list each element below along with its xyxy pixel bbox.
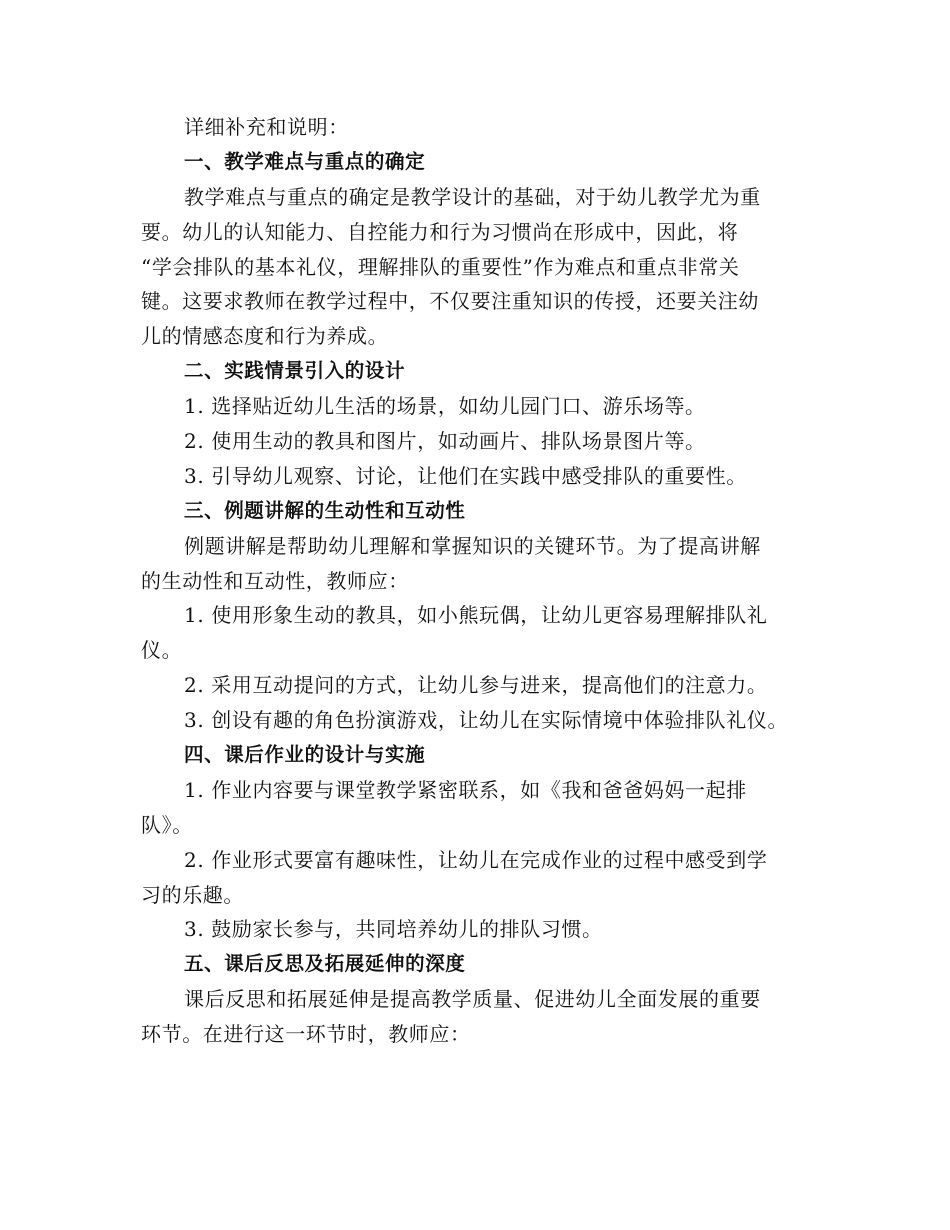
paragraph-line: 儿的情感态度和行为养成。 xyxy=(141,324,389,349)
list-item: 2. 作业形式要富有趣味性，让幼儿在完成作业的过程中感受到学 xyxy=(184,847,768,872)
paragraph-line: 教学难点与重点的确定是教学设计的基础，对于幼儿教学尤为重 xyxy=(184,184,761,209)
paragraph-line: 要。幼儿的认知能力、自控能力和行为习惯尚在形成中，因此，将 xyxy=(141,219,739,244)
section-heading-3: 三、例题讲解的生动性和互动性 xyxy=(184,498,466,522)
list-item: 1. 选择贴近幼儿生活的场景，如幼儿园门口、游乐场等。 xyxy=(184,394,706,419)
list-item: 1. 作业内容要与课堂教学紧密联系，如《我和爸爸妈妈一起排 xyxy=(184,777,747,802)
list-item: 2. 使用生动的教具和图片，如动画片、排队场景图片等。 xyxy=(184,429,706,454)
paragraph-line: “学会排队的基本礼仪，理解排队的重要性”作为难点和重点非常关 xyxy=(141,254,740,279)
list-item-continuation: 仪。 xyxy=(141,638,183,663)
intro-label: 详细补充和说明： xyxy=(184,115,349,139)
section-heading-2: 二、实践情景引入的设计 xyxy=(184,359,406,383)
paragraph-line: 课后反思和拓展延伸是提高教学质量、促进幼儿全面发展的重要 xyxy=(184,987,761,1012)
paragraph-line: 环节。在进行这一环节时，教师应： xyxy=(141,1022,471,1047)
list-item-continuation: 习的乐趣。 xyxy=(141,882,244,907)
list-item: 2. 采用互动提问的方式，让幼儿参与进来，提高他们的注意力。 xyxy=(184,673,768,698)
section-heading-5: 五、课后反思及拓展延伸的深度 xyxy=(184,952,466,976)
paragraph-line: 的生动性和互动性，教师应： xyxy=(141,568,409,593)
paragraph-line: 例题讲解是帮助幼儿理解和掌握知识的关键环节。为了提高讲解 xyxy=(184,533,761,558)
paragraph-line: 键。这要求教师在教学过程中，不仅要注重知识的传授，还要关注幼 xyxy=(141,289,759,314)
list-item: 3. 鼓励家长参与，共同培养幼儿的排队习惯。 xyxy=(184,917,603,942)
list-item: 3. 创设有趣的角色扮演游戏，让幼儿在实际情境中体验排队礼仪。 xyxy=(184,708,789,733)
section-heading-1: 一、教学难点与重点的确定 xyxy=(184,149,426,173)
section-heading-4: 四、课后作业的设计与实施 xyxy=(184,743,426,767)
list-item: 1. 使用形象生动的教具，如小熊玩偶，让幼儿更容易理解排队礼 xyxy=(184,603,768,628)
list-item-continuation: 队》。 xyxy=(141,812,193,837)
document-page xyxy=(141,110,821,1052)
list-item: 3. 引导幼儿观察、讨论，让他们在实践中感受排队的重要性。 xyxy=(184,463,747,488)
